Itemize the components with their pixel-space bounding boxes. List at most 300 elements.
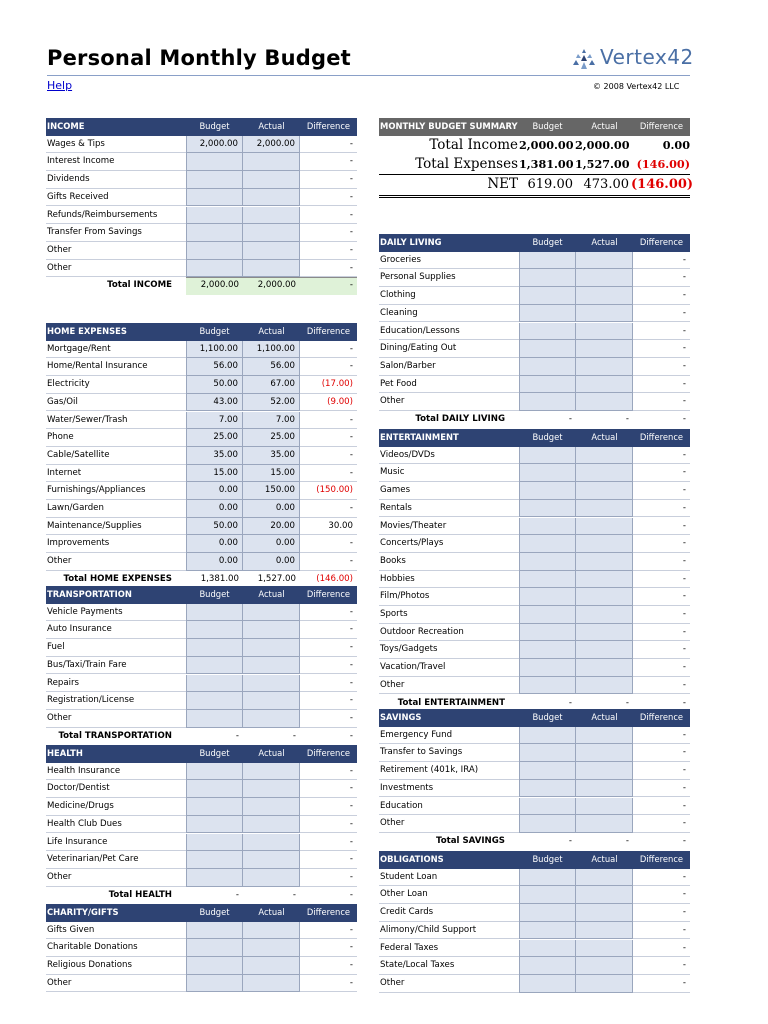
budget-input[interactable] (519, 975, 576, 993)
budget-input[interactable] (519, 957, 576, 975)
difference-value: - (349, 361, 353, 372)
entertainment-row (379, 553, 690, 571)
actual-input[interactable] (243, 675, 300, 693)
actual-input[interactable] (576, 393, 633, 411)
budget-input[interactable] (519, 869, 576, 887)
actual-input[interactable] (576, 659, 633, 677)
budget-input[interactable] (186, 260, 243, 278)
daily-row (379, 305, 690, 323)
budget-input[interactable] (186, 869, 243, 887)
difference-value: - (349, 538, 353, 549)
actual-input[interactable] (576, 957, 633, 975)
transportation-row-label: Auto Insurance (47, 624, 112, 635)
obligations-row (379, 975, 690, 993)
actual-input[interactable] (576, 780, 633, 798)
health-header-row (46, 745, 357, 763)
budget-input[interactable] (519, 393, 576, 411)
budget-input[interactable] (186, 242, 243, 260)
budget-input[interactable] (519, 606, 576, 624)
difference-value: (150.00) (316, 485, 353, 496)
actual-input[interactable]: 2,000.00 (243, 136, 300, 154)
entertainment-row-label: Toys/Gadgets (380, 644, 438, 655)
actual-input[interactable] (243, 171, 300, 189)
budget-input[interactable] (519, 340, 576, 358)
actual-input[interactable] (576, 588, 633, 606)
summary-total-income-label: Total Income (429, 137, 518, 153)
daily-row-label: Education/Lessons (380, 325, 460, 336)
actual-input[interactable]: 56.00 (243, 358, 300, 376)
budget-input[interactable] (186, 621, 243, 639)
actual-input[interactable]: 0.00 (243, 500, 300, 518)
budget-input[interactable] (519, 518, 576, 536)
budget-input[interactable]: 1,100.00 (186, 341, 243, 359)
actual-input[interactable] (243, 780, 300, 798)
actual-input[interactable] (576, 269, 633, 287)
income-row-label: Wages & Tips (47, 138, 105, 149)
help-link[interactable]: Help (47, 79, 73, 92)
budget-input[interactable]: 2,000.00 (186, 136, 243, 154)
savings-row-label: Investments (380, 782, 434, 793)
difference-value: - (682, 924, 686, 935)
difference-column-header: Difference (306, 326, 351, 336)
actual-input[interactable] (243, 922, 300, 940)
actual-input[interactable] (243, 242, 300, 260)
budget-input[interactable] (519, 922, 576, 940)
budget-input[interactable] (186, 816, 243, 834)
actual-input[interactable]: 35.00 (243, 447, 300, 465)
total-actual: - (292, 730, 296, 741)
actual-column-header: Actual (258, 748, 285, 758)
home-row (46, 465, 357, 483)
total-budget: - (235, 889, 239, 900)
budget-input[interactable] (519, 571, 576, 589)
budget-input[interactable] (519, 904, 576, 922)
daily-row (379, 287, 690, 305)
budget-input[interactable] (186, 604, 243, 622)
budget-input[interactable] (519, 376, 576, 394)
budget-input[interactable] (519, 464, 576, 482)
budget-input[interactable] (519, 744, 576, 762)
budget-input[interactable]: 15.00 (186, 465, 243, 483)
budget-input[interactable] (186, 834, 243, 852)
difference-column-header: Difference (639, 121, 684, 131)
savings-total-row (379, 833, 690, 851)
actual-input[interactable] (243, 692, 300, 710)
budget-input[interactable]: 25.00 (186, 429, 243, 447)
daily-row (379, 358, 690, 376)
budget-input[interactable] (186, 657, 243, 675)
page-title: Personal Monthly Budget (47, 46, 351, 70)
income-row (46, 136, 357, 154)
difference-value: - (682, 485, 686, 496)
budget-input[interactable] (186, 763, 243, 781)
budget-input[interactable] (186, 922, 243, 940)
budget-input[interactable] (519, 447, 576, 465)
income-row-label: Other (47, 262, 72, 273)
difference-value: - (349, 801, 353, 812)
actual-input[interactable] (576, 287, 633, 305)
home-row (46, 341, 357, 359)
actual-input[interactable] (243, 710, 300, 728)
actual-input[interactable]: 25.00 (243, 429, 300, 447)
transportation-row (46, 710, 357, 728)
actual-input[interactable] (576, 518, 633, 536)
actual-input[interactable] (576, 500, 633, 518)
actual-input[interactable] (576, 535, 633, 553)
difference-value: - (349, 960, 353, 971)
summary-net-budget: 619.00 (527, 177, 573, 192)
health-row (46, 834, 357, 852)
budget-input[interactable]: 0.00 (186, 553, 243, 571)
actual-input[interactable]: 15.00 (243, 465, 300, 483)
actual-column-header: Actual (591, 432, 618, 442)
savings-row-label: Transfer to Savings (380, 747, 463, 758)
budget-input[interactable]: 0.00 (186, 500, 243, 518)
savings-row (379, 798, 690, 816)
actual-input[interactable]: 150.00 (243, 482, 300, 500)
actual-input[interactable]: 1,100.00 (243, 341, 300, 359)
actual-input[interactable]: 52.00 (243, 394, 300, 412)
budget-input[interactable] (519, 535, 576, 553)
budget-input[interactable] (186, 780, 243, 798)
budget-input[interactable] (186, 639, 243, 657)
daily-row (379, 269, 690, 287)
budget-column-header: Budget (532, 712, 563, 722)
obligations-title: OBLIGATIONS (380, 854, 444, 864)
total-actual: - (625, 697, 629, 708)
actual-input[interactable] (576, 305, 633, 323)
difference-value: - (682, 449, 686, 460)
actual-input[interactable] (576, 904, 633, 922)
budget-input[interactable] (186, 957, 243, 975)
budget-input[interactable]: 0.00 (186, 482, 243, 500)
actual-input[interactable] (576, 677, 633, 695)
budget-input[interactable] (519, 798, 576, 816)
savings-header-row (379, 709, 690, 727)
transportation-row (46, 657, 357, 675)
income-title: INCOME (47, 121, 85, 131)
actual-input[interactable] (576, 571, 633, 589)
budget-input[interactable] (519, 677, 576, 695)
entertainment-row-label: Vacation/Travel (380, 662, 446, 673)
budget-input[interactable] (186, 207, 243, 225)
budget-input[interactable] (186, 675, 243, 693)
daily-row (379, 340, 690, 358)
difference-column-header: Difference (306, 907, 351, 917)
health-row (46, 869, 357, 887)
home-row (46, 376, 357, 394)
difference-value: - (349, 783, 353, 794)
budget-input[interactable] (186, 171, 243, 189)
actual-input[interactable]: 20.00 (243, 518, 300, 536)
charity-row (46, 939, 357, 957)
obligations-row (379, 922, 690, 940)
home-row-label: Mortgage/Rent (47, 343, 111, 354)
savings-title: SAVINGS (380, 712, 422, 722)
budget-input[interactable]: 56.00 (186, 358, 243, 376)
difference-value: - (682, 644, 686, 655)
home-total-label: Total HOME EXPENSES (63, 573, 172, 584)
budget-input[interactable] (519, 588, 576, 606)
budget-input[interactable] (186, 153, 243, 171)
budget-input[interactable]: 50.00 (186, 376, 243, 394)
difference-value: - (682, 538, 686, 549)
summary-total-income-budget: 2,000.00 (519, 138, 574, 152)
budget-column-header: Budget (199, 748, 230, 758)
actual-input[interactable] (243, 975, 300, 993)
actual-input[interactable] (576, 641, 633, 659)
budget-input[interactable] (519, 940, 576, 958)
budget-input[interactable]: 7.00 (186, 412, 243, 430)
actual-input[interactable] (576, 624, 633, 642)
actual-input[interactable] (243, 798, 300, 816)
budget-input[interactable] (519, 323, 576, 341)
actual-input[interactable] (243, 851, 300, 869)
difference-value: - (349, 556, 353, 567)
budget-input[interactable] (519, 252, 576, 270)
budget-input[interactable] (186, 851, 243, 869)
budget-input[interactable] (186, 189, 243, 207)
actual-input[interactable] (576, 798, 633, 816)
actual-input[interactable] (576, 447, 633, 465)
difference-value: - (682, 555, 686, 566)
savings-row-label: Education (380, 800, 423, 811)
difference-value: - (349, 503, 353, 513)
total-budget: - (235, 730, 239, 741)
income-row (46, 207, 357, 225)
difference-value: - (682, 307, 686, 318)
obligations-header-row (379, 851, 690, 869)
actual-column-header: Actual (258, 907, 285, 917)
difference-column-header: Difference (639, 712, 684, 722)
actual-input[interactable] (243, 153, 300, 171)
total-budget: - (568, 414, 572, 424)
budget-input[interactable]: 50.00 (186, 518, 243, 536)
actual-input[interactable]: 0.00 (243, 535, 300, 553)
budget-input[interactable] (186, 939, 243, 957)
actual-input[interactable] (243, 604, 300, 622)
actual-input[interactable] (243, 639, 300, 657)
budget-input[interactable]: 0.00 (186, 535, 243, 553)
actual-input[interactable] (576, 464, 633, 482)
actual-input[interactable] (243, 224, 300, 242)
home-row-label: Home/Rental Insurance (47, 361, 148, 372)
actual-input[interactable] (576, 727, 633, 745)
actual-input[interactable] (576, 744, 633, 762)
difference-column-header: Difference (639, 432, 684, 442)
savings-row-label: Emergency Fund (380, 729, 453, 740)
savings-row (379, 744, 690, 762)
budget-input[interactable] (519, 659, 576, 677)
transportation-header-row (46, 586, 357, 604)
income-row (46, 153, 357, 171)
budget-input[interactable] (519, 305, 576, 323)
actual-input[interactable] (243, 816, 300, 834)
home-row (46, 482, 357, 500)
actual-input[interactable] (576, 323, 633, 341)
actual-input[interactable] (576, 606, 633, 624)
entertainment-row (379, 588, 690, 606)
entertainment-row (379, 606, 690, 624)
savings-row (379, 762, 690, 780)
transportation-total-row (46, 728, 357, 746)
actual-input[interactable]: 7.00 (243, 412, 300, 430)
actual-column-header: Actual (258, 121, 285, 131)
income-row-label: Dividends (47, 174, 90, 185)
actual-input[interactable] (243, 939, 300, 957)
savings-row (379, 780, 690, 798)
summary-total-income-difference: 0.00 (662, 138, 690, 152)
budget-input[interactable] (519, 780, 576, 798)
budget-input[interactable] (519, 727, 576, 745)
budget-input[interactable]: 35.00 (186, 447, 243, 465)
summary-total-expenses-label: Total Expenses (415, 156, 518, 172)
total-difference: - (349, 280, 353, 291)
difference-value: - (682, 396, 686, 407)
obligations-row-label: Credit Cards (380, 907, 434, 918)
actual-input[interactable]: 67.00 (243, 376, 300, 394)
obligations-row-label: Other Loan (380, 889, 428, 900)
actual-input[interactable]: 0.00 (243, 553, 300, 571)
difference-value: - (349, 977, 353, 988)
difference-value: - (349, 677, 353, 688)
difference-value: - (682, 254, 686, 265)
budget-input[interactable] (186, 710, 243, 728)
actual-input[interactable] (243, 657, 300, 675)
budget-input[interactable] (519, 641, 576, 659)
income-row (46, 171, 357, 189)
charity-row-label: Charitable Donations (47, 942, 138, 953)
home-row (46, 518, 357, 536)
savings-total-label: Total SAVINGS (435, 835, 505, 846)
budget-input[interactable] (186, 692, 243, 710)
difference-value: - (349, 227, 353, 238)
difference-value: - (349, 942, 353, 953)
summary-total-income (379, 136, 690, 155)
entertainment-row-label: Film/Photos (380, 591, 430, 602)
logo-text: Vertex42 (600, 45, 694, 69)
summary-net (379, 175, 694, 194)
difference-value: - (682, 325, 686, 336)
budget-input[interactable] (519, 358, 576, 376)
home-row-label: Other (47, 556, 72, 567)
actual-input[interactable] (243, 621, 300, 639)
difference-value: - (682, 662, 686, 673)
budget-input[interactable] (519, 287, 576, 305)
actual-column-header: Actual (258, 326, 285, 336)
total-budget: - (568, 697, 572, 708)
actual-input[interactable] (576, 252, 633, 270)
total-actual: - (625, 835, 629, 846)
actual-input[interactable] (576, 482, 633, 500)
difference-value: - (682, 467, 686, 478)
home-row-label: Maintenance/Supplies (47, 520, 142, 531)
total-actual: 2,000.00 (257, 280, 296, 291)
home-row (46, 429, 357, 447)
home-row-label: Electricity (47, 379, 90, 390)
entertainment-row (379, 677, 690, 695)
health-row (46, 763, 357, 781)
actual-input[interactable] (576, 886, 633, 904)
actual-input[interactable] (243, 207, 300, 225)
budget-input[interactable] (519, 815, 576, 833)
budget-input[interactable] (519, 886, 576, 904)
charity-row (46, 975, 357, 993)
actual-input[interactable] (576, 815, 633, 833)
daily-title: DAILY LIVING (380, 237, 442, 247)
health-row-label: Medicine/Drugs (47, 801, 114, 812)
daily-row (379, 376, 690, 394)
difference-value: - (349, 854, 353, 865)
budget-input[interactable] (519, 762, 576, 780)
budget-input[interactable] (519, 269, 576, 287)
entertainment-row (379, 464, 690, 482)
difference-value: - (349, 659, 353, 670)
difference-value: - (349, 606, 353, 617)
entertainment-row (379, 518, 690, 536)
actual-column-header: Actual (591, 121, 618, 131)
budget-input[interactable] (519, 624, 576, 642)
actual-input[interactable] (243, 260, 300, 278)
income-row (46, 189, 357, 207)
difference-value: - (682, 942, 686, 953)
actual-input[interactable] (576, 940, 633, 958)
actual-input[interactable] (243, 763, 300, 781)
difference-value: - (682, 502, 686, 513)
budget-input[interactable] (519, 553, 576, 571)
actual-input[interactable] (576, 553, 633, 571)
home-row (46, 500, 357, 518)
actual-input[interactable] (576, 340, 633, 358)
actual-input[interactable] (243, 957, 300, 975)
charity-row (46, 922, 357, 940)
difference-value: - (682, 290, 686, 301)
actual-input[interactable] (243, 834, 300, 852)
actual-input[interactable] (576, 975, 633, 993)
savings-row (379, 815, 690, 833)
daily-row-label: Dining/Eating Out (380, 343, 457, 354)
difference-column-header: Difference (306, 121, 351, 131)
daily-row-label: Clothing (380, 290, 416, 301)
actual-input[interactable] (576, 358, 633, 376)
home-row (46, 535, 357, 553)
total-actual: 1,527.00 (257, 573, 296, 584)
entertainment-row (379, 659, 690, 677)
obligations-row-label: Student Loan (380, 871, 438, 882)
actual-input[interactable] (576, 922, 633, 940)
health-total-row (46, 887, 357, 905)
actual-input[interactable] (576, 869, 633, 887)
income-row (46, 260, 357, 278)
summary-total-expenses-budget: 1,381.00 (519, 157, 574, 171)
home-row-label: Lawn/Garden (47, 503, 104, 513)
actual-input[interactable] (576, 376, 633, 394)
actual-input[interactable] (243, 189, 300, 207)
budget-input[interactable] (519, 500, 576, 518)
budget-input[interactable] (186, 975, 243, 993)
home-title: HOME EXPENSES (47, 326, 127, 336)
budget-input[interactable]: 43.00 (186, 394, 243, 412)
budget-input[interactable] (186, 798, 243, 816)
summary-net-label: NET (487, 176, 518, 192)
obligations-row (379, 957, 690, 975)
difference-value: - (349, 836, 353, 847)
difference-value: (17.00) (321, 379, 353, 390)
actual-input[interactable] (576, 762, 633, 780)
actual-input[interactable] (243, 869, 300, 887)
budget-input[interactable] (519, 482, 576, 500)
budget-input[interactable] (186, 224, 243, 242)
